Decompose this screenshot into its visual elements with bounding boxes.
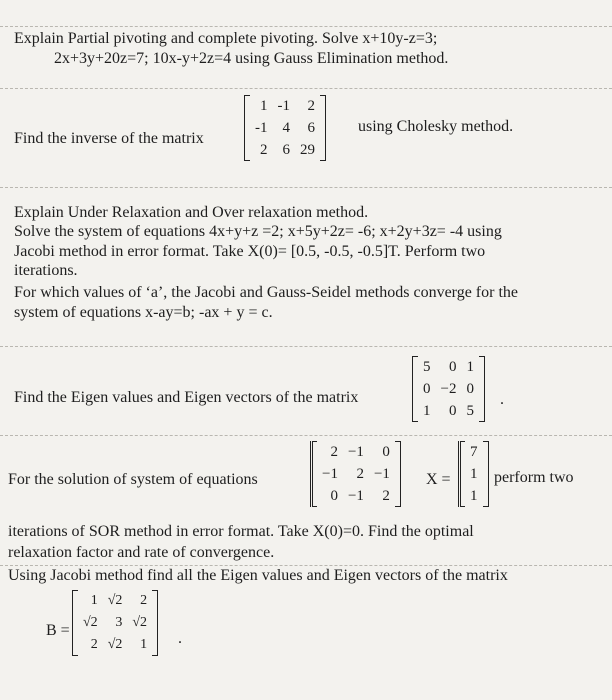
- q1-line2: 2x+3y+20z=7; 10x-y+2z=4 using Gauss Elimination method.: [54, 50, 449, 67]
- q3-line1: Explain Under Relaxation and Over relaxation method.: [14, 204, 369, 221]
- matrix-cell: 0: [448, 403, 457, 419]
- matrix-row: [317, 463, 395, 485]
- matrix-row: [465, 485, 483, 507]
- separator-5: [0, 565, 612, 566]
- separator-top: [0, 26, 612, 27]
- matrix-cell: −1: [347, 444, 364, 460]
- matrix-cell: 2: [90, 637, 98, 652]
- matrix-cell: 1: [466, 359, 474, 375]
- matrix-cell: 1: [423, 403, 431, 419]
- q5-line2: iterations of SOR method in error format. Take X(0)=0. Find the optimal: [8, 523, 474, 540]
- matrix-cell: -1: [255, 120, 268, 136]
- matrix-cell: 6: [282, 142, 290, 158]
- matrix-cell: 0: [466, 381, 474, 397]
- q5-x-label: X =: [426, 471, 451, 488]
- q2-prefix: Find the inverse of the matrix: [14, 130, 204, 147]
- q4-suffix: .: [500, 391, 504, 408]
- q5-suffix: perform two: [494, 469, 574, 486]
- bar-left: [458, 441, 459, 507]
- q5-prefix: For the solution of system of equations: [8, 471, 258, 488]
- q3-line6: system of equations x-ay=b; -ax + y = c.: [14, 304, 273, 321]
- matrix-cell: 0: [423, 381, 431, 397]
- bracket-right: [320, 95, 326, 161]
- q6-label: B =: [46, 622, 70, 639]
- separator-2: [0, 187, 612, 188]
- q6-suffix: .: [178, 630, 182, 647]
- matrix-row: [418, 378, 479, 400]
- q2-matrix-table: [250, 95, 320, 161]
- matrix-cell: 5: [466, 403, 474, 419]
- q5-rhs-table: [465, 441, 483, 507]
- q5-rhs-vector: [458, 441, 489, 507]
- matrix-cell: 3: [115, 615, 123, 630]
- matrix-row: [317, 485, 395, 507]
- q4-matrix: [412, 356, 485, 422]
- q4-matrix-table: [418, 356, 479, 422]
- matrix-cell: √2: [107, 593, 123, 608]
- matrix-cell: 0: [382, 444, 390, 460]
- matrix-cell: 5: [423, 359, 431, 375]
- matrix-cell: −2: [440, 381, 457, 397]
- q6-matrix: [72, 590, 158, 656]
- bar-left: [310, 441, 311, 507]
- q5-line3: relaxation factor and rate of convergence.: [8, 544, 275, 561]
- matrix-cell: √2: [107, 637, 123, 652]
- q3-line5: For which values of ‘a’, the Jacobi and Gauss-Seidel methods converge for the: [14, 284, 519, 301]
- bracket-right: [152, 590, 158, 656]
- matrix-cell: 7: [470, 444, 478, 460]
- matrix-cell: 1: [260, 98, 268, 114]
- matrix-row: [250, 139, 320, 161]
- q5-matrix-table: [317, 441, 395, 507]
- matrix-cell: 29: [300, 142, 315, 158]
- q1-line1: Explain Partial pivoting and complete pivoting. Solve x+10y-z=3;: [14, 30, 438, 47]
- matrix-row: [418, 356, 479, 378]
- matrix-cell: 2: [307, 98, 315, 114]
- matrix-row: [250, 117, 320, 139]
- matrix-cell: 1: [470, 466, 478, 482]
- matrix-cell: 4: [282, 120, 290, 136]
- q3-line2: Solve the system of equations 4x+y+z =2; x+5y+2z= -6; x+2y+3z= -4 using: [14, 223, 502, 240]
- matrix-cell: 2: [330, 444, 338, 460]
- matrix-row: [317, 441, 395, 463]
- separator-1: [0, 88, 612, 89]
- matrix-row: [418, 400, 479, 422]
- matrix-cell: -1: [277, 98, 290, 114]
- matrix-cell: 1: [90, 593, 98, 608]
- matrix-cell: 1: [140, 637, 148, 652]
- matrix-row: [250, 95, 320, 117]
- matrix-cell: 1: [470, 488, 478, 504]
- matrix-cell: 0: [330, 488, 338, 504]
- matrix-cell: 6: [307, 120, 315, 136]
- q2-suffix: using Cholesky method.: [358, 118, 514, 135]
- q2-matrix: [244, 95, 326, 161]
- bracket-right: [479, 356, 485, 422]
- matrix-cell: 2: [356, 466, 364, 482]
- matrix-cell: √2: [83, 615, 98, 630]
- bracket-right: [395, 441, 401, 507]
- matrix-cell: 0: [448, 359, 457, 375]
- q6-matrix-table: [78, 590, 152, 656]
- matrix-row: [78, 634, 152, 656]
- matrix-cell: −1: [322, 466, 338, 482]
- q3-line3: Jacobi method in error format. Take X(0)= [0.5, -0.5, -0.5]T. Perform two: [14, 243, 486, 260]
- q6-line1: Using Jacobi method find all the Eigen values and Eigen vectors of the matrix: [8, 567, 508, 584]
- matrix-cell: −1: [373, 466, 390, 482]
- q5-coefficient-matrix: [310, 441, 401, 507]
- separator-4: [0, 435, 612, 436]
- bracket-right: [483, 441, 489, 507]
- matrix-row: [78, 612, 152, 634]
- matrix-row: [465, 463, 483, 485]
- matrix-cell: 2: [382, 488, 390, 504]
- matrix-cell: −1: [347, 488, 364, 504]
- q4-prefix: Find the Eigen values and Eigen vectors of the matrix: [14, 389, 359, 406]
- matrix-cell: 2: [260, 142, 268, 158]
- matrix-cell: 2: [140, 593, 148, 608]
- matrix-row: [78, 590, 152, 612]
- q3-line4: iterations.: [14, 262, 78, 279]
- separator-3: [0, 346, 612, 347]
- matrix-cell: √2: [132, 615, 148, 630]
- matrix-row: [465, 441, 483, 463]
